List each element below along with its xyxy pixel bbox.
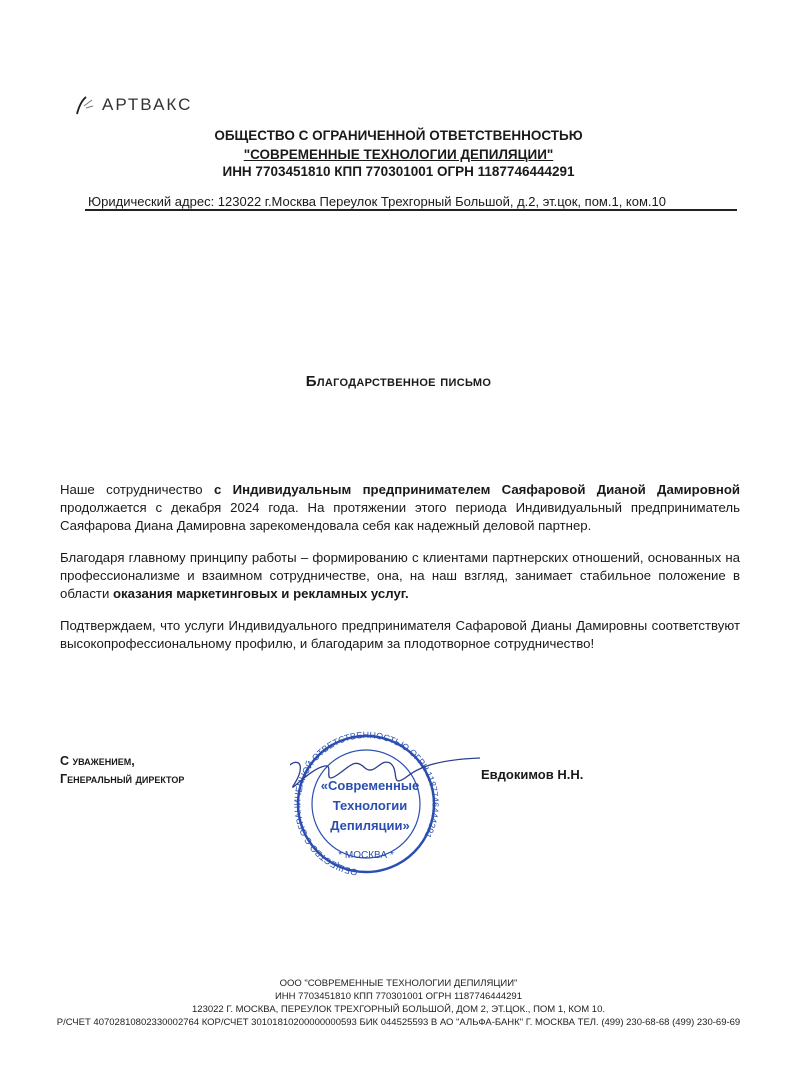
- org-requisites: ИНН 7703451810 КПП 770301001 ОГРН 1187746444291: [222, 164, 575, 179]
- stamp-city: * МОСКВА *: [338, 850, 394, 861]
- signature-block: [60, 752, 184, 788]
- stamp-line-3: Депиляции»: [330, 818, 410, 833]
- header-divider: [85, 209, 737, 211]
- closing: С уважением,: [60, 754, 135, 768]
- letter-title: Благодарственное письмо: [305, 373, 492, 390]
- paragraph-2: [60, 549, 740, 603]
- p2-bold: оказания маркетинговых и рекламных услуг.: [113, 586, 409, 601]
- director-name: Евдокимов Н.Н.: [481, 767, 584, 782]
- p2-text: Благодаря главному принципу работы – формированию с клиентами партнерских отношений, основанных на профессионализме и взаимном сотрудничестве, она, на наш взгляд, занимает стабильное положение в области: [60, 550, 740, 601]
- stamp-line-1: «Современные: [320, 778, 420, 793]
- org-name: "СОВРЕМЕННЫЕ ТЕХНОЛОГИИ ДЕПИЛЯЦИИ": [243, 147, 554, 162]
- legal-address: Юридический адрес: 123022 г.Москва Переулок Трехгорный Большой, д.2, эт.цок, пом.1, ком.10: [88, 194, 666, 209]
- logo-mark-icon: [74, 94, 96, 116]
- footer-bank: Р/СЧЕТ 40702810802330002764 КОР/СЧЕТ 30101810200000000593 БИК 044525593 В АО "АЛЬФА-БАНК" Г. МОСКВА ТЕЛ. (499) 230-68-68 (499) 230-69-69: [56, 1017, 741, 1028]
- position: Генеральный директор: [60, 772, 185, 786]
- footer-address: 123022 Г. МОСКВА, ПЕРЕУЛОК ТРЕХГОРНЫЙ БОЛЬШОЙ, ДОМ 2, ЭТ.ЦОК., ПОМ 1, КОМ 10.: [192, 1004, 605, 1015]
- p1-bold: с Индивидуальным предпринимателем Саяфаровой Дианой Дамировной: [213, 482, 740, 497]
- p1-text-2: продолжается с декабря 2024 года. На протяжении этого периода Индивидуальный предприниматель Саяфарова Диана Дамировна зарекомендовала себя как надежный деловой партнер.: [60, 500, 740, 533]
- stamp-ring-text: ОБЩЕСТВО С ОГРАНИЧЕННОЙ ОТВЕТСТВЕННОСТЬЮ ОГРН 1187746444291: [292, 729, 441, 878]
- stamp-line-2: Технологии: [332, 798, 408, 813]
- footer: [40, 977, 757, 1029]
- org-form: ОБЩЕСТВО С ОГРАНИЧЕННОЙ ОТВЕТСТВЕННОСТЬЮ: [214, 128, 583, 143]
- company-logo: [74, 94, 192, 116]
- logo-text: АРТВАКС: [102, 95, 193, 114]
- paragraph-3: Подтверждаем, что услуги Индивидуального предпринимателя Сафаровой Дианы Дамировны соответствуют высокопрофессиональному профилю, и благодарим за плодотворное сотрудничество!: [60, 618, 740, 651]
- p1-text: Наше сотрудничество: [60, 482, 214, 497]
- letter-body: [60, 481, 740, 667]
- footer-org: ООО "СОВРЕМЕННЫЕ ТЕХНОЛОГИИ ДЕПИЛЯЦИИ": [279, 978, 518, 989]
- company-stamp: [290, 728, 480, 878]
- paragraph-1: [60, 481, 740, 535]
- footer-requisites: ИНН 7703451810 КПП 770301001 ОГРН 1187746444291: [274, 991, 523, 1002]
